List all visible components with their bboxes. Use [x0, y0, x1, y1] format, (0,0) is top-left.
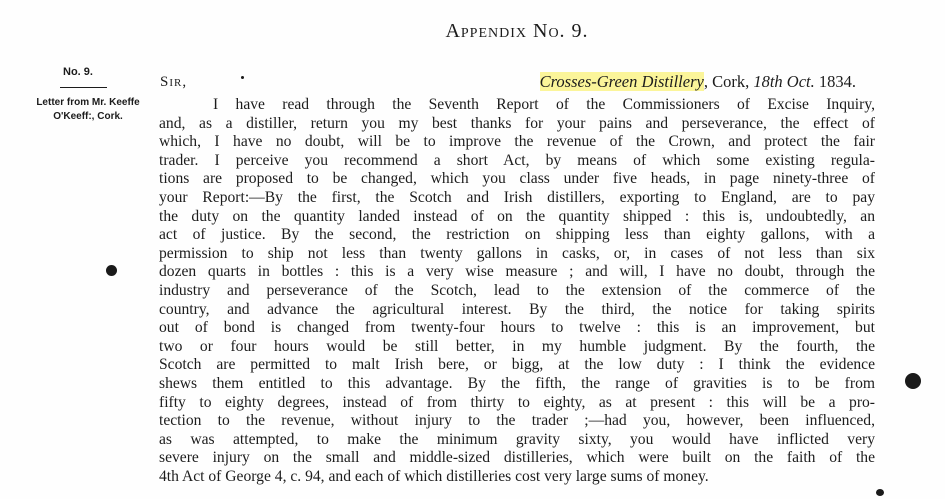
body-line: which, I have no doubt, will be to improve the revenue of the Crown, and protect the fair — [159, 133, 875, 151]
body-line: the duty on the quantity landed instead of on the quantity shipped : this is, undoubtedly, an — [159, 207, 875, 225]
body-line: and, as a distiller, return you my best thanks for your pains and perseverance, the effect of — [159, 114, 875, 132]
body-line: I have read through the Seventh Report of the Commissioners of Excise Inquiry, — [213, 96, 875, 113]
margin-note — [18, 96, 158, 124]
margin-number: No. 9. — [63, 66, 93, 78]
body-line: shews them entitled to this advantage. By the fifth, the range of gravities is to be from — [159, 374, 875, 392]
address-year: 1834. — [814, 72, 856, 91]
body-line: out of bond is changed from twenty-four hours to twelve : this is an improvement, but — [159, 319, 875, 337]
body-line: 4th Act of George 4, c. 94, and each of which distilleries cost very large sums of money. — [159, 467, 709, 485]
body-line: fifty to eighty degrees, instead of from thirty to eighty, as at present : this will be a pro- — [159, 393, 875, 411]
body-line: country, and advance the agricultural interest. By the third, the notice for taking spirits — [159, 300, 875, 318]
margin-note-line: Letter from Mr. Keeffe — [36, 97, 140, 108]
ink-spot — [876, 489, 884, 496]
letter-body — [159, 96, 875, 486]
body-line: two or four hours would be still better, in my humble judgment. By the fourth, the — [159, 337, 875, 355]
body-line: dozen quarts in bottles : this is a very wise measure ; and will, I have no doubt, through the — [159, 263, 875, 281]
ink-spot — [106, 265, 117, 276]
body-line: severe injury on the small and middle-sized distilleries, which were built on the faith of the — [159, 449, 875, 467]
distillery-name-highlight: Crosses-Green Distillery — [539, 72, 704, 91]
address-city: , Cork, — [703, 72, 754, 91]
appendix-heading: Appendix No. 9. — [445, 20, 589, 42]
ink-spot — [241, 76, 244, 79]
body-line: trader. I perceive you recommend a short Act, by means of which some existing regula- — [159, 151, 875, 169]
body-line: as was attempted, to make the minimum gravity sixty, you would have inflicted very — [159, 430, 875, 448]
body-line: tection to the revenue, without injury to the trader ;—had you, however, been influenced, — [159, 412, 875, 430]
address-date: 18th Oct. — [753, 72, 815, 91]
salutation: Sir, — [160, 74, 188, 90]
margin-divider — [60, 87, 107, 88]
body-line: permission to ship not less than twenty gallons in casks, or, in cases of not less than six — [159, 244, 875, 262]
margin-note-line: O'Keeff:, Cork. — [53, 111, 123, 122]
body-line: your Report:—By the first, the Scotch and Irish distillers, exporting to England, are to pay — [159, 188, 875, 206]
body-line: act of justice. By the second, the restriction on shipping less than eighty gallons, with a — [159, 226, 875, 244]
letter-address — [540, 72, 856, 92]
body-line: tions are proposed to be changed, which you class under five heads, in page ninety-three of — [159, 170, 875, 188]
ink-spot — [905, 373, 921, 389]
body-line: Scotch are permitted to malt Irish bere, or bigg, at the low duty : I think the evidence — [159, 356, 875, 374]
body-line: industry and perseverance of the Scotch, lead to the extension of the commerce of the — [159, 281, 875, 299]
